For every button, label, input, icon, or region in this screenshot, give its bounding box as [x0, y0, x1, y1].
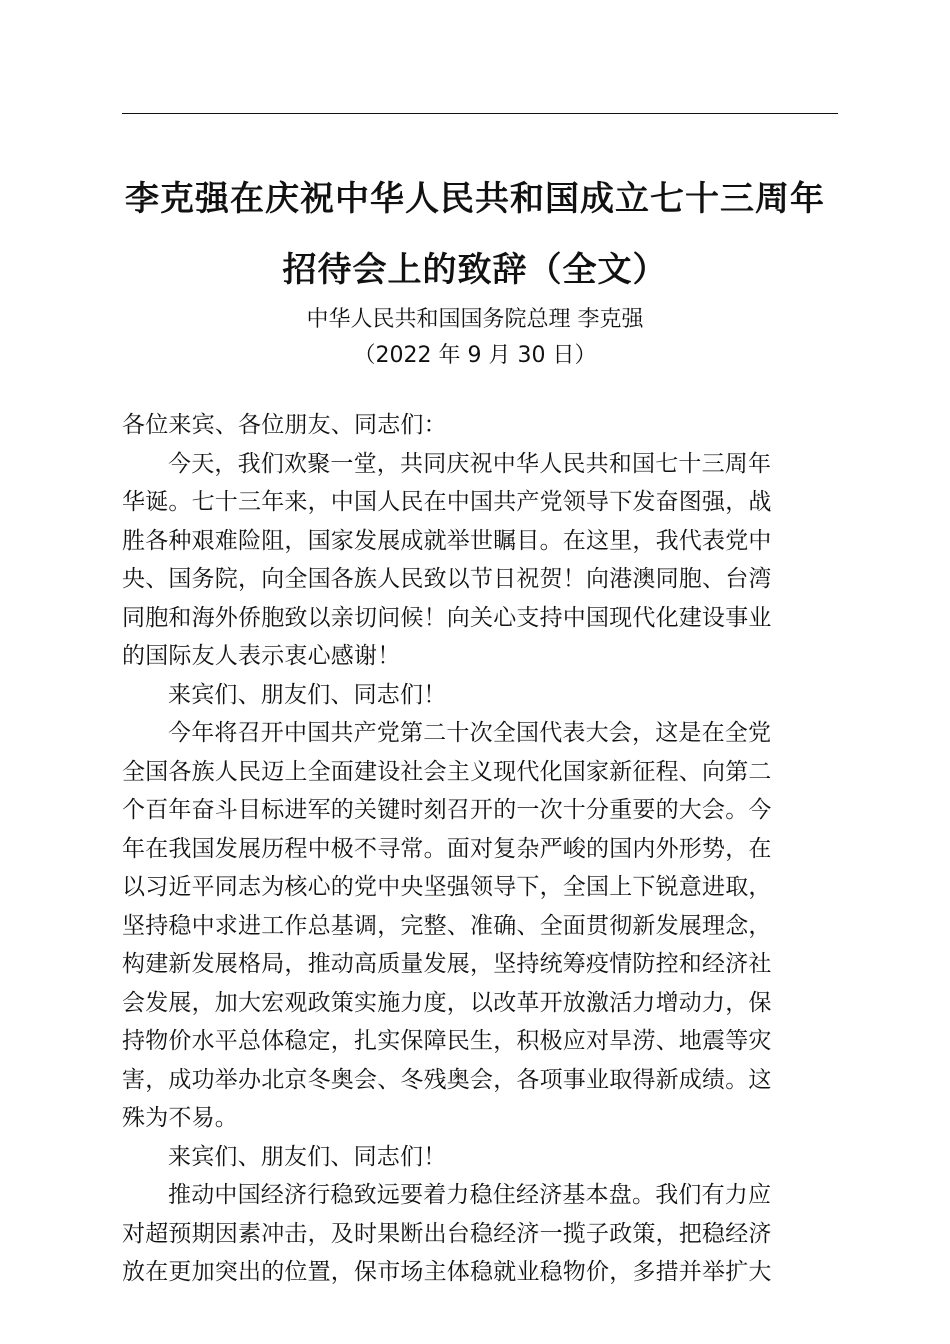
body-line: 殊为不易。 [122, 1105, 238, 1131]
body-line: 今天，我们欢聚一堂，共同庆祝中华人民共和国七十三周年 [168, 450, 772, 477]
body-line: 来宾们、朋友们、同志们！ [168, 1143, 447, 1170]
body-line: 构建新发展格局，推动高质量发展，坚持统筹疫情防控和经济社 [122, 951, 772, 977]
body-line: 全国各族人民迈上全面建设社会主义现代化国家新征程、向第二 [122, 758, 772, 785]
document-date: （2022 年 9 月 30 日） [353, 343, 597, 368]
body-line: 对超预期因素冲击，及时果断出台稳经济一揽子政策，把稳经济 [122, 1220, 772, 1247]
body-line: 今年将召开中国共产党第二十次全国代表大会，这是在全党 [168, 720, 772, 746]
body-line: 来宾们、朋友们、同志们！ [168, 681, 447, 708]
document-body [122, 406, 838, 1292]
body-line: 各位来宾、各位朋友、同志们： [122, 412, 447, 438]
body-line: 的国际友人表示衷心感谢！ [122, 643, 401, 669]
body-line: 推动中国经济行稳致远要着力稳住经济基本盘。我们有力应 [168, 1182, 772, 1208]
document-title-line-2: 招待会上的致辞（全文） [282, 250, 668, 290]
body-line: 央、国务院，向全国各族人民致以节日祝贺！向港澳同胞、台湾 [122, 566, 772, 592]
body-line: 胜各种艰难险阻，国家发展成就举世瞩目。在这里，我代表党中 [122, 527, 772, 554]
body-line: 害，成功举办北京冬奥会、冬残奥会，各项事业取得新成绩。这 [122, 1066, 772, 1093]
document-author: 中华人民共和国国务院总理 李克强 [306, 307, 644, 332]
body-line: 以习近平同志为核心的党中央坚强领导下，全国上下锐意进取， [122, 874, 772, 900]
body-line: 华诞。七十三年来，中国人民在中国共产党领导下发奋图强，战 [122, 489, 772, 515]
body-line: 持物价水平总体稳定，扎实保障民生，积极应对旱涝、地震等灾 [122, 1028, 772, 1054]
body-line: 年在我国发展历程中极不寻常。面对复杂严峻的国内外形势，在 [122, 835, 772, 862]
body-line: 同胞和海外侨胞致以亲切问候！向关心支持中国现代化建设事业 [122, 604, 772, 631]
header-rule [122, 113, 838, 114]
document-title-line-1: 李克强在庆祝中华人民共和国成立七十三周年 [125, 179, 825, 219]
body-line: 坚持稳中求进工作总基调，完整、准确、全面贯彻新发展理念， [122, 912, 772, 939]
body-line: 放在更加突出的位置，保市场主体稳就业稳物价，多措并举扩大 [122, 1259, 772, 1285]
body-line: 会发展，加大宏观政策实施力度，以改革开放激活力增动力，保 [122, 989, 772, 1016]
body-line: 个百年奋斗目标进军的关键时刻召开的一次十分重要的大会。今 [122, 797, 772, 823]
